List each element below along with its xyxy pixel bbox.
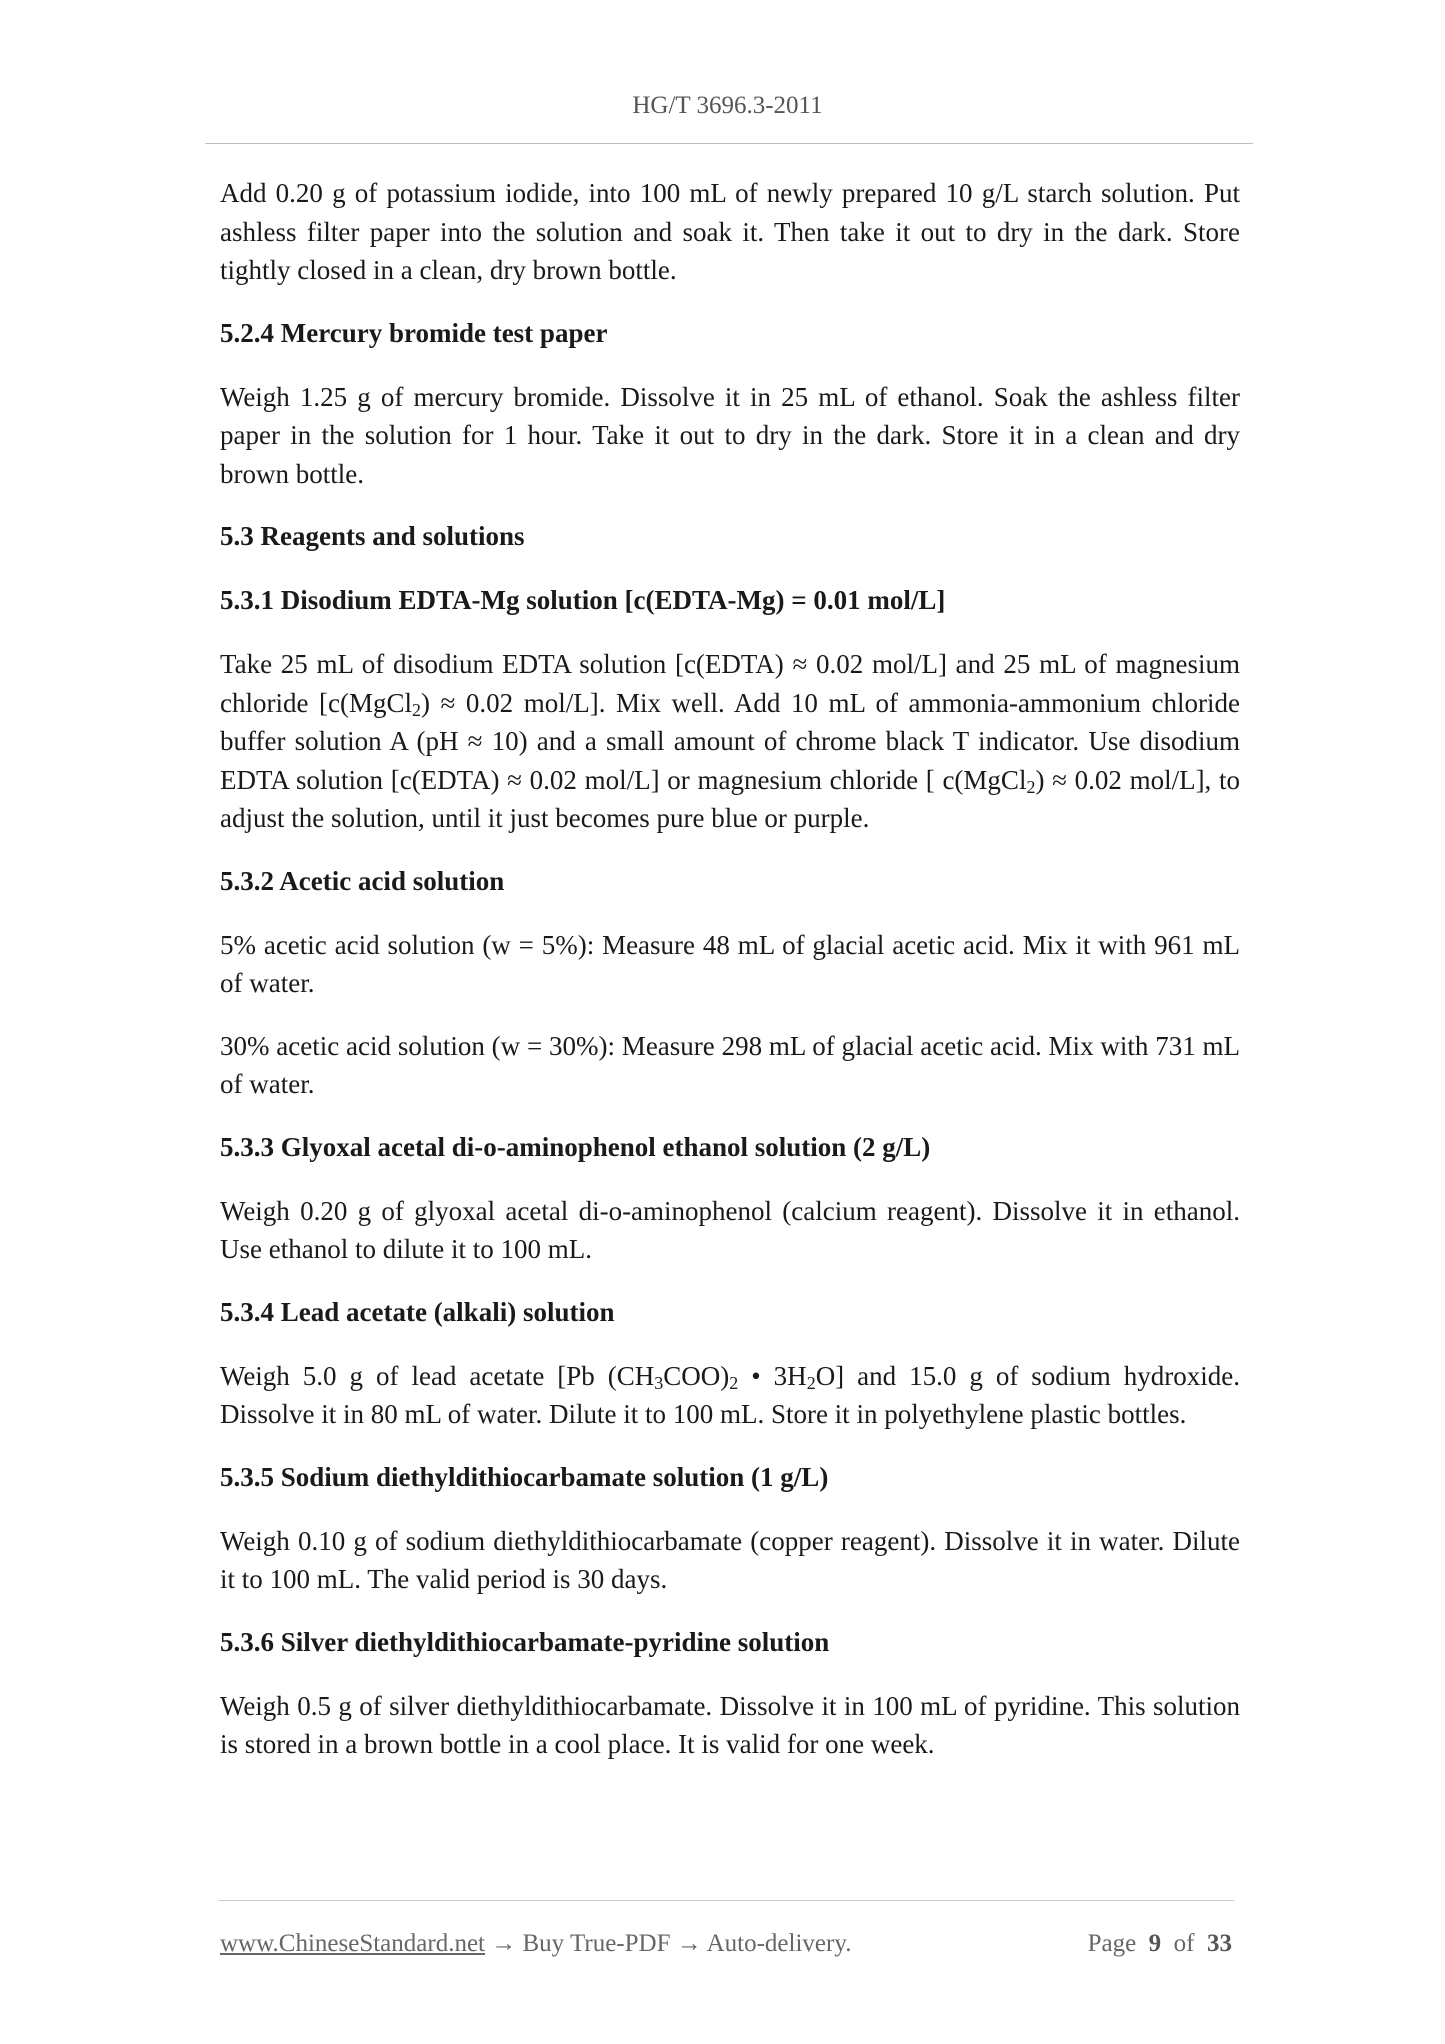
heading-5-3-1: 5.3.1 Disodium EDTA-Mg solution [c(EDTA-Mg) = 0.01 mol/L]	[220, 585, 946, 615]
heading-5-3-3: 5.3.3 Glyoxal acetal di-o-aminophenol ethanol solution (2 g/L)	[220, 1131, 931, 1162]
page-total: 33	[1207, 1930, 1232, 1957]
page-label: Page	[1087, 1930, 1137, 1957]
paragraph-5-3-3: Weigh 0.20 g of glyoxal acetal di-o-aminophenol (calcium reagent). Dissolve it in ethanol. Use ethanol to dilute it to 100 mL.	[220, 1195, 1240, 1264]
heading-5-3: 5.3 Reagents and solutions	[220, 521, 525, 551]
page-current: 9	[1148, 1930, 1162, 1957]
subscript: 2	[806, 1372, 816, 1393]
heading-5-3-5: 5.3.5 Sodium diethyldithiocarbamate solution (1 g/L)	[220, 1461, 829, 1492]
page-of: of	[1173, 1930, 1195, 1957]
text-run: Weigh 5.0 g of lead acetate [Pb (CH	[220, 1360, 655, 1391]
paragraph-5-3-4	[220, 1357, 1240, 1434]
subscript: 3	[654, 1372, 664, 1393]
paragraph-5-3-6: Weigh 0.5 g of silver diethyldithiocarbamate. Dissolve it in 100 mL of pyridine. This solution is stored in a brown bottle in a cool place. It is valid for one week.	[220, 1690, 1240, 1759]
paragraph-5-3-2-a: 5% acetic acid solution (w = 5%): Measure 48 mL of glacial acetic acid. Mix it with 961 mL of water.	[220, 929, 1240, 998]
text-run: O] and 15.0 g of sodium hydroxide. Dissolve it in 80 mL of water. Dilute it to 100 mL. Store it in polyethylene plastic bottles.	[220, 1360, 1240, 1429]
heading-5-3-6: 5.3.6 Silver diethyldithiocarbamate-pyridine solution	[220, 1626, 830, 1657]
heading-5-3-4: 5.3.4 Lead acetate (alkali) solution	[220, 1296, 615, 1327]
subscript: 2	[1026, 776, 1036, 797]
heading-5-2-4: 5.2.4 Mercury bromide test paper	[220, 317, 608, 348]
footer-divider	[218, 1900, 1234, 1901]
subscript: 2	[412, 699, 421, 720]
heading-5-3-2: 5.3.2 Acetic acid solution	[220, 865, 505, 896]
paragraph-5-3-2-b: 30% acetic acid solution (w = 30%): Measure 298 mL of glacial acetic acid. Mix with 731 mL of water.	[220, 1030, 1240, 1099]
footer-promo	[220, 1930, 851, 1958]
paragraph-5-3-1	[220, 645, 1240, 838]
text-run: ) ≈ 0.02 mol/L]. Mix well. Add 10 mL of ammonia-ammonium chloride buffer solution A (pH ≈ 10) and a small amount of chrome black T indicator. Use disodium EDTA solution [c(EDTA) ≈ 0.02 mol/L] or magnesium chloride [ c(MgCl	[220, 687, 1240, 795]
promo-text: → Buy True-PDF → Auto-delivery.	[485, 1930, 852, 1957]
text-run: ) ≈ 0.02 mol/L], to adjust the solution, until it just becomes pure blue or purple.	[220, 764, 1240, 833]
paragraph-5-3-5: Weigh 0.10 g of sodium diethyldithiocarbamate (copper reagent). Dissolve it in water. Dilute it to 100 mL. The valid period is 30 days.	[220, 1525, 1240, 1594]
text-run: Take 25 mL of disodium EDTA solution [c(EDTA) ≈ 0.02 mol/L] and 25 mL of magnesium chloride [c(MgCl	[220, 649, 1240, 718]
text-run: • 3H	[738, 1360, 807, 1391]
text-run: COO)	[663, 1360, 730, 1391]
paragraph-5-2-4: Weigh 1.25 g of mercury bromide. Dissolve it in 25 mL of ethanol. Soak the ashless filter paper in the solution for 1 hour. Take it out to dry in the dark. Store it in a clean and dry brown bottle.	[220, 381, 1240, 489]
document-header: HG/T 3696.3-2011	[632, 92, 823, 119]
page-number	[1088, 1930, 1232, 1958]
header-divider	[205, 143, 1253, 144]
subscript: 2	[729, 1372, 739, 1393]
page-body	[220, 174, 1240, 1788]
site-link[interactable]: www.ChineseStandard.net	[220, 1930, 485, 1957]
paragraph-intro: Add 0.20 g of potassium iodide, into 100 mL of newly prepared 10 g/L starch solution. Put ashless filter paper into the solution and soak it. Then take it out to dry in the dark. Store tightly closed in a clean, dry brown bottle.	[220, 178, 1240, 285]
